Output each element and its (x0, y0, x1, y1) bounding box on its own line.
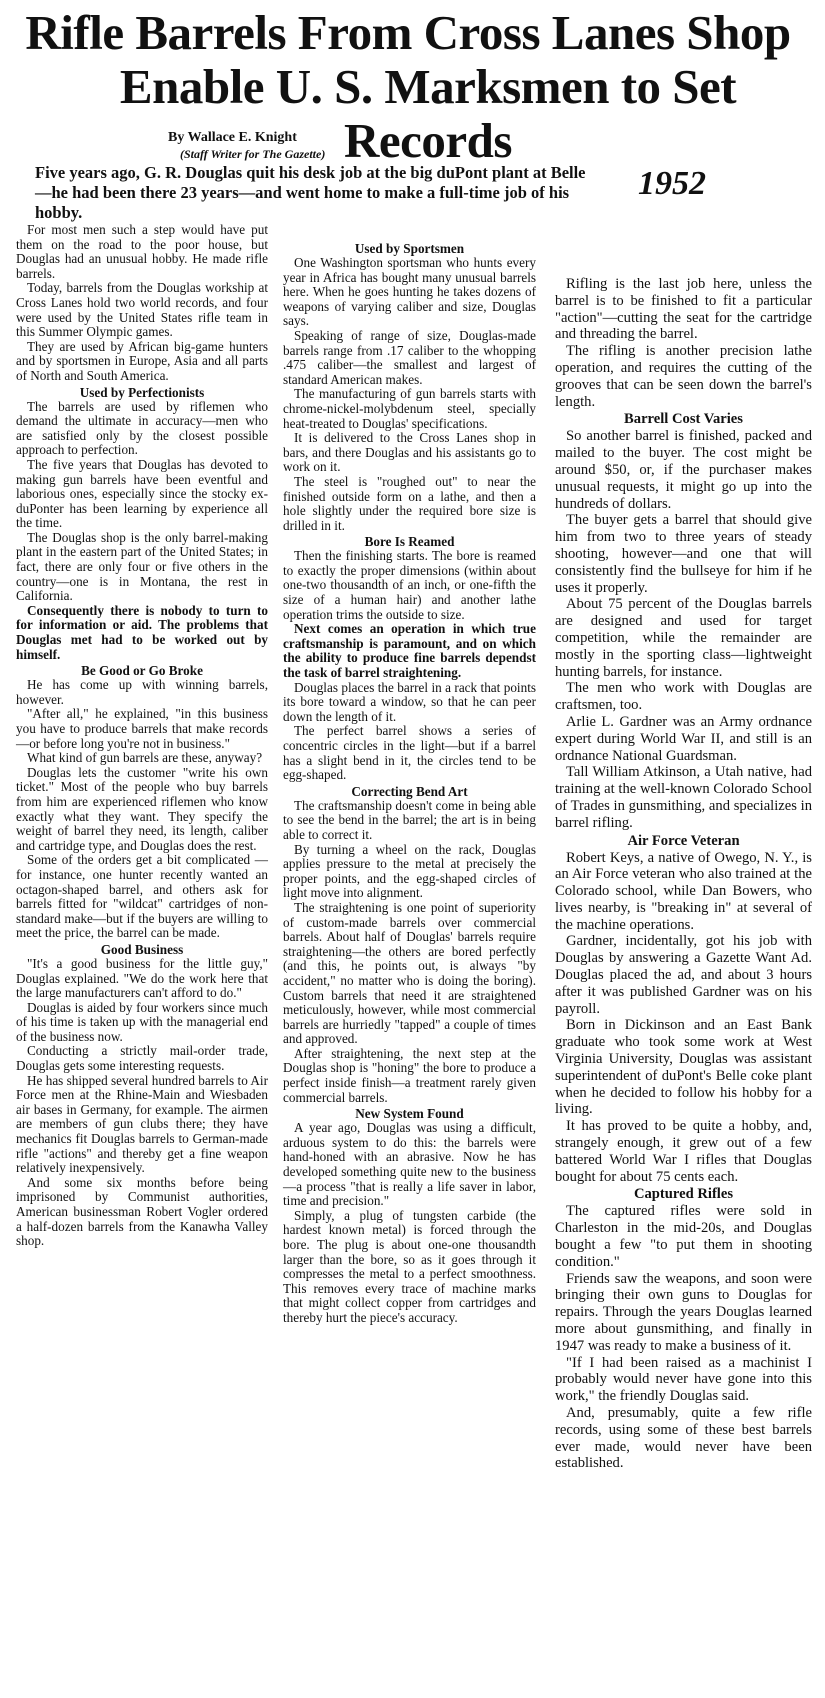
paragraph: The rifling is another precision lathe operation, and requires the cutting of the grooves that can be seen down the barrel's length. (555, 343, 812, 410)
paragraph: The perfect barrel shows a series of concentric circles in the light—but if a barrel has a slight bend in it, the circles tend to be egg-shaped. (283, 723, 536, 783)
paragraph: "It's a good business for the little guy," Douglas explained. "We do the work here that the large manufacturers can't afford to do." (16, 955, 268, 1001)
paragraph: Gardner, incidentally, got his job with Douglas by answering a Gazette Want Ad. Douglas placed the ad, and about 3 hours after it was published Gardner was on his payroll. (555, 933, 812, 1017)
subhead: Air Force Veteran (627, 832, 740, 849)
paragraph: And some six months before being imprisoned by Communist authorities, American businessman Robert Vogler ordered a half-dozen barrels from the Kanawha Valley shop. (16, 1174, 268, 1249)
paragraph: They are used by African big-game hunters and by sportsmen in Europe, Asia and all parts of North and South America. (16, 338, 268, 383)
paragraph: It is delivered to the Cross Lanes shop in bars, and there Douglas and his assistants go to work on it. (283, 430, 536, 475)
paragraph: Some of the orders get a bit complicated — for instance, one hunter recently wanted an octagon-shaped barrel, and others ask for barrels fitted for "wildcat" cartridges of non-standard make—but if the buyers are willing to meet the price, the barrel can be made. (16, 852, 268, 941)
paragraph: Arlie L. Gardner was an Army ordnance expert during World War II, and still is an ordnance National Guardsman. (555, 713, 812, 764)
paragraph: The barrels are used by riflemen who demand the ultimate in accuracy—men who are satisfied only by the closest possible approach to perfection. (16, 398, 268, 458)
paragraph: A year ago, Douglas was using a difficult, arduous system to do this: the barrels were hand-honed with an abrasive. Now he has developed something quite new to the business—a process "that is really a life saver in labor, time and precision." (283, 1120, 536, 1209)
paragraph: The captured rifles were sold in Charleston in the mid-20s, and Douglas bought a few "to put them in shooting condition." (555, 1203, 812, 1270)
paragraph: Today, barrels from the Douglas workship at Cross Lanes hold two world records, and four were used by the United States rifle team in this Summer Olympic games. (16, 280, 268, 340)
paragraph: Friends saw the weapons, and soon were bringing their own guns to Douglas for repairs. Through the years Douglas learned more about gunsmithing, and finally in 1947 was ready to make a business of it. (555, 1270, 812, 1354)
byline-credit: (Staff Writer for The Gazette) (180, 147, 326, 161)
subhead: Used by Perfectionists (79, 384, 205, 400)
subhead: Captured Rifles (633, 1186, 734, 1203)
paragraph: Douglas places the barrel in a rack that points its bore toward a window, so that he can peer down the length of it. (283, 679, 536, 724)
paragraph: Robert Keys, a native of Owego, N. Y., is an Air Force veteran who also trained at the Colorado school, while Dan Bowers, who lives nearby, is "breaking in" at several of the machine operations. (555, 849, 812, 933)
paragraph: The straightening is one point of superiority of custom-made barrels over commercial barrels. About half of Douglas' barrels require straightening—the others are bored perfectly (and this, he points out, is always "by accident," no matter who is doing the boring). Custom barrels that need it are straightened meticulously, however, while most commercial barrels are hurriedly "tapped" a couple of times and approved. (283, 899, 536, 1047)
paragraph: The men who work with Douglas are craftsmen, too. (555, 680, 812, 714)
paragraph: And, presumably, quite a few rifle records, using some of these best barrels ever made, would never have been established. (555, 1405, 812, 1472)
paragraph: So another barrel is finished, packed and mailed to the buyer. The cost might be around $50, or, if the purchaser makes unusual requests, it might go up into the hundreds of dollars. (555, 428, 812, 512)
subhead: Correcting Bend Art (351, 783, 468, 799)
headline-line-2: Enable U. S. Marksmen to Set Records (119, 59, 737, 168)
paragraph: "After all," he explained, "in this business you have to produce barrels that make records—or before long you're not in business." (16, 706, 268, 751)
paragraph: What kind of gun barrels are these, anyway? (27, 750, 263, 766)
paragraph: Speaking of range of size, Douglas-made barrels range from .17 caliber to the whopping .475 caliber—the smallest and largest of standard American makes. (283, 327, 536, 387)
lead-paragraph: Five years ago, G. R. Douglas quit his desk job at the big duPont plant at Belle—he had been there 23 years—and went home to make a full-time job of his hobby. (35, 163, 586, 222)
subhead: Bore Is Reamed (364, 534, 455, 550)
paragraph: One Washington sportsman who hunts every year in Africa has bought many unusual barrels here. When he goes hunting he takes dozens of weapons of varying caliber and size, Douglas says. (283, 255, 536, 329)
headline-line-1: Rifle Barrels From Cross Lanes Shop (25, 5, 791, 60)
paragraph: The buyer gets a barrel that should give him from two to three years of steady shooting, however—and one that will consistently find the bullseye for him if he uses it properly. (555, 512, 812, 596)
paragraph: Consequently there is nobody to turn to for information or aid. The problems that Douglas met had to be worked out by himself. (16, 602, 268, 662)
paragraph: The manufacturing of gun barrels starts with chrome-nickel-molybdenum steel, specially heat-treated to Douglas' specifications. (283, 386, 536, 431)
subhead: Be Good or Go Broke (81, 663, 203, 679)
article-column-1 (16, 223, 268, 1249)
subhead: New System Found (355, 1106, 464, 1122)
paragraph: He has come up with winning barrels, however. (16, 677, 268, 707)
paragraph: The five years that Douglas has devoted to making gun barrels have been eventful and laborious ones, especially since the stocky ex-duPonter has been learning by experience all the time. (16, 456, 268, 531)
paragraph: By turning a wheel on the rack, Douglas applies pressure to the metal at precisely the proper points, and the egg-shaped circles of light move into alignment. (283, 841, 536, 901)
paragraph: Douglas lets the customer "write his own ticket." Most of the people who buy barrels from him are experienced riflemen who know exactly what they want. They specify the weight of barrel they need, its length, caliber and cartridge type, and Douglas does the rest. (16, 764, 268, 853)
paragraph: Conducting a strictly mail-order trade, Douglas gets some interesting requests. (16, 1043, 268, 1074)
byline (168, 130, 325, 162)
article-column-3 (555, 276, 812, 1472)
subhead: Good Business (100, 941, 184, 957)
paragraph: Douglas is aided by four workers since much of his time is taken up with the managerial end of the business now. (16, 999, 268, 1044)
year-annotation: 1952 (638, 165, 706, 202)
paragraph: After straightening, the next step at the Douglas shop is "honing" the bore to produce a perfect inside finish—a treatment rarely given commercial barrels. (283, 1045, 536, 1105)
paragraph: Rifling is the last job here, unless the barrel is to be finished to fit a particular "action"—cutting the seat for the cartridge and threading the barrel. (555, 276, 812, 343)
paragraph: Born in Dickinson and an East Bank graduate who took some work at West Virginia University, Douglas was assistant superintendent of duPont's Belle coke plant when he decided to follow his hobby for a living. (555, 1017, 812, 1118)
paragraph: Next comes an operation in which true craftsmanship is paramount, and on which the ability to produce fine barrels dependst the task of barrel straightening. (283, 621, 536, 681)
headline (8, 6, 808, 168)
paragraph: The steel is "roughed out" to near the finished outside form on a lathe, and then a hole slightly under the required bore size is drilled in it. (283, 473, 536, 533)
paragraph: For most men such a step would have put them on the road to the poor house, but Douglas had an unusual hobby. He made rifle barrels. (16, 222, 268, 281)
article-column-2 (283, 240, 536, 1326)
byline-author: By Wallace E. Knight (168, 130, 297, 145)
paragraph: "If I had been raised as a machinist I probably would never have gone into this work," the friendly Douglas said. (555, 1354, 812, 1405)
paragraph: Simply, a plug of tungsten carbide (the hardest known metal) is forced through the bore. The plug is about one-one thousandth larger than the bore, so as it goes through it compresses the metal to a perfect smoothness. This removes every trace of machine marks that might collect copper from cartridges and thereby hurt the piece's accuracy. (283, 1207, 536, 1325)
paragraph: Tall William Atkinson, a Utah native, had training at the well-known Colorado School of Trades in gunsmithing, and specializes in barrel rifling. (555, 764, 812, 831)
paragraph: He has shipped several hundred barrels to Air Force men at the Rhine-Main and Wiesbaden air bases in Germany, for example. The airmen are members of gun clubs there; they have mechanics fit Douglas barrels to German-made rifle "actions" and thereby get a fine weapon relatively inexpensively. (16, 1072, 268, 1176)
paragraph: About 75 percent of the Douglas barrels are designed and used for target competition, while the remainder are mostly in the sporting class—lightweight hunting barrels, for instance. (555, 596, 812, 680)
paragraph: The craftsmanship doesn't come in being able to see the bend in the barrel; the art is in being able to correct it. (283, 797, 536, 842)
subhead: Used by Sportsmen (354, 241, 465, 256)
paragraph: The Douglas shop is the only barrel-making plant in the eastern part of the United States; in fact, there are only four or five others in the country—one is in Montana, the rest in California. (16, 529, 268, 604)
subhead: Barrell Cost Varies (624, 411, 743, 428)
paragraph: Then the finishing starts. The bore is reamed to exactly the proper dimensions (within about one-two thousandth of an inch, or one-fifth the size of a human hair) and another lathe operation trims the outside to size. (283, 548, 536, 622)
paragraph: It has proved to be quite a hobby, and, strangely enough, it grew out of a few battered World War I rifles that Douglas bought for about 75 cents each. (555, 1118, 812, 1185)
